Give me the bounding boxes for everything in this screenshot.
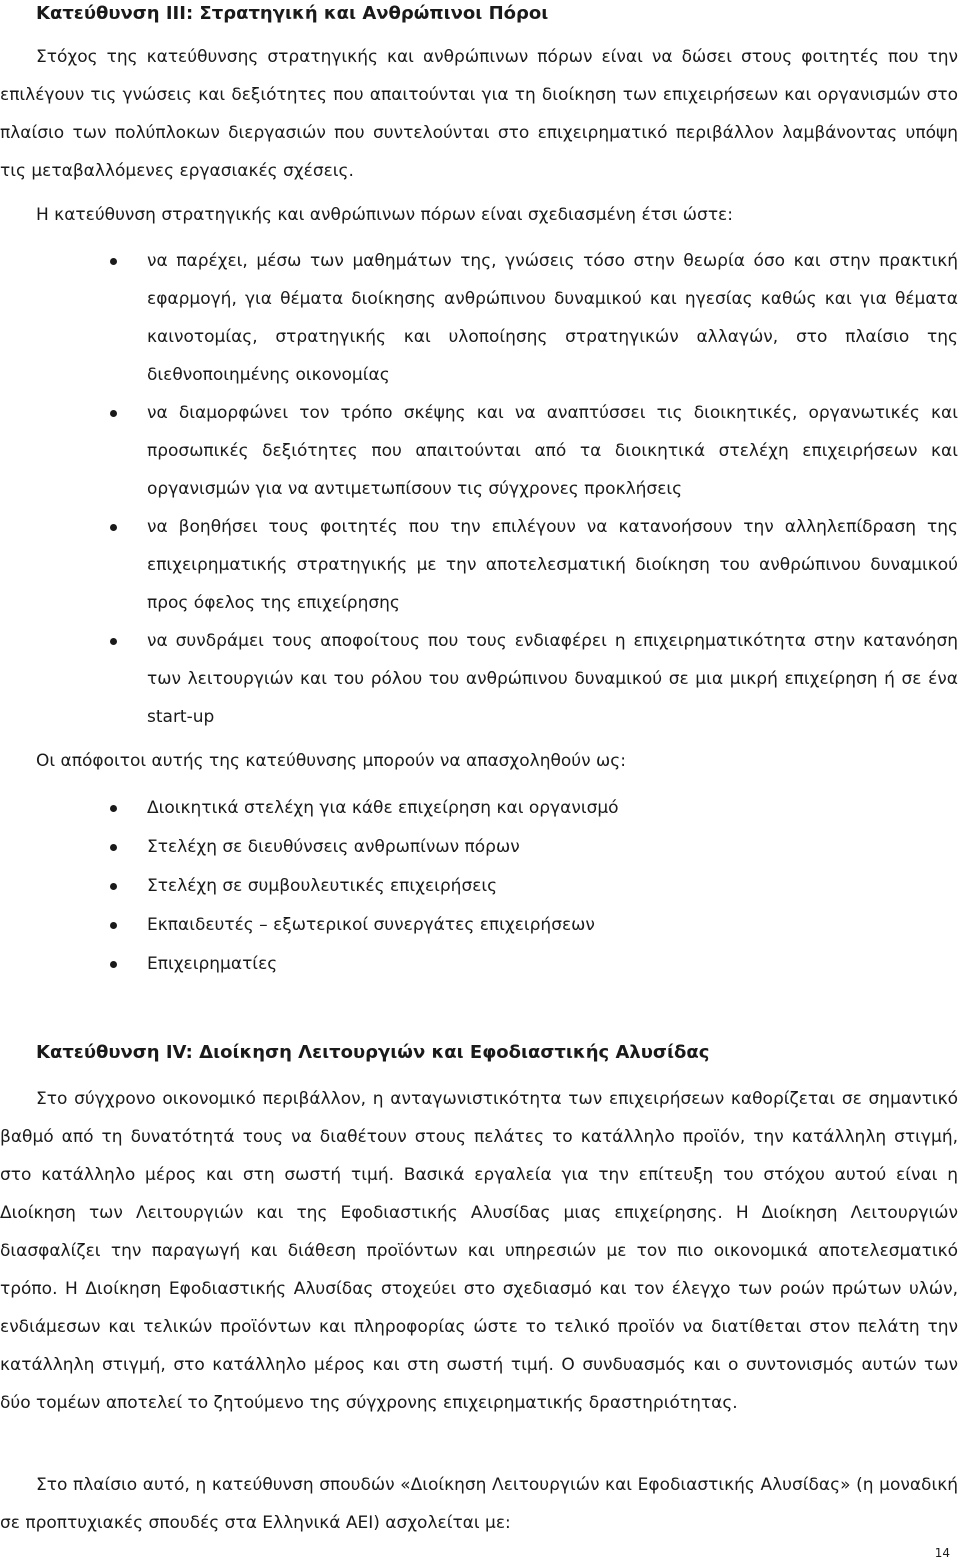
design-lead: Η κατεύθυνση στρατηγικής και ανθρώπινων πόρων είναι σχεδιασμένη έτσι ώστε: [36, 205, 733, 225]
list-item: να διαμορφώνει τον τρόπο σκέψης και να αναπτύσσει τις διοικητικές, οργανωτικές και προσωπικές δεξιότητες που απαιτούνται από τα διοικητικά στελέχη επιχειρήσεων και οργανισμών για να αντιμετωπίσουν τις σύγχρονες προκλήσεις [0, 394, 958, 508]
list-item: να παρέχει, μέσω των μαθημάτων της, γνώσεις τόσο στην θεωρία όσο και στην πρακτική εφαρμογή, για θέματα διοίκησης ανθρώπινου δυναμικού και ηγεσίας καθώς και για θέματα καινοτομίας, στρατηγικής και υλοποίησης στρατηγικών αλλαγών, στο πλαίσιο της διεθνοποιημένης οικονομίας [0, 242, 958, 394]
bullet-icon [110, 524, 117, 531]
section-3-title: Κατεύθυνση ΙΙΙ: Στρατηγική και Ανθρώπινοι Πόροι [36, 3, 549, 24]
careers-lead: Οι απόφοιτοι αυτής της κατεύθυνσης μπορούν να απασχοληθούν ως: [36, 751, 626, 771]
list-item: Εκπαιδευτές – εξωτερικοί συνεργάτες επιχειρήσεων [0, 906, 958, 945]
list-item: Επιχειρηματίες [0, 945, 958, 984]
bullet-icon [110, 258, 117, 265]
list-item: Διοικητικά στελέχη για κάθε επιχείρηση και οργανισμό [0, 789, 958, 828]
bullet-icon [110, 883, 117, 890]
section-4-para-1: Στο σύγχρονο οικονομικό περιβάλλον, η ανταγωνιστικότητα των επιχειρήσεων καθορίζεται σε σημαντικό βαθμό από τη δυνατότητά τους να διαθέτουν στους πελάτες το κατάλληλο προϊόν, την κατάλληλη στιγμή, στο κατάλληλο μέρος και στη σωστή τιμή. Βασικά εργαλεία για την επίτευξη του στόχου αυτού είναι η Διοίκηση των Λειτουργιών και της Εφοδιαστικής Αλυσίδας μιας επιχείρησης. Η Διοίκηση Λειτουργιών διασφαλίζει την παραγωγή και διάθεση προϊόντων και υπηρεσιών με τον πιο οικονομικά αποτελεσματικό τρόπο. Η Διοίκηση Εφοδιαστικής Αλυσίδας στοχεύει στο σχεδιασμό και τον έλεγχο των ροών πρώτων υλών, ενδιάμεσων και τελικών προϊόντων και πληροφορίας ώστε το τελικό προϊόν να διατίθεται στον πελάτη την κατάλληλη στιγμή, στο κατάλληλο μέρος και στη σωστή τιμή. Ο συνδυασμός και ο συντονισμός αυτών των δύο τομέων αποτελεί το ζητούμενο της σύγχρονης επιχειρηματικής δραστηριότητας. [0, 1089, 958, 1413]
goals-list [0, 242, 958, 736]
bullet-icon [110, 410, 117, 417]
page-number: 14 [934, 1546, 950, 1560]
list-item: Στελέχη σε διευθύνσεις ανθρωπίνων πόρων [0, 828, 958, 867]
section-4-para-2: Στο πλαίσιο αυτό, η κατεύθυνση σπουδών «Διοίκηση Λειτουργιών και Εφοδιαστικής Αλυσίδας» (η μοναδική σε προπτυχιακές σπουδές στα Ελληνικά ΑΕΙ) ασχολείται με: [0, 1475, 958, 1533]
list-item: να βοηθήσει τους φοιτητές που την επιλέγουν να κατανοήσουν την αλληλεπίδραση της επιχειρηματικής στρατηγικής με την αποτελεσματική διοίκηση του ανθρώπινου δυναμικού προς όφελος της επιχείρησης [0, 508, 958, 622]
list-item: να συνδράμει τους αποφοίτους που τους ενδιαφέρει η επιχειρηματικότητα στην κατανόηση των λειτουργιών και του ρόλου του ανθρώπινου δυναμικού σε μια μικρή επιχείρηση ή σε ένα start-up [0, 622, 958, 736]
bullet-icon [110, 922, 117, 929]
bullet-icon [110, 638, 117, 645]
section-3-intro: Στόχος της κατεύθυνσης στρατηγικής και ανθρώπινων πόρων είναι να δώσει στους φοιτητές που την επιλέγουν τις γνώσεις και δεξιότητες που απαιτούνται για τη διοίκηση των επιχειρήσεων και οργανισμών στο πλαίσιο των πολύπλοκων διεργασιών που συντελούνται στο επιχειρηματικό περιβάλλον λαμβάνοντας υπόψη τις μεταβαλλόμενες εργασιακές σχέσεις. [0, 47, 958, 181]
section-4-title: Κατεύθυνση IV: Διοίκηση Λειτουργιών και Εφοδιαστικής Αλυσίδας [36, 1042, 710, 1063]
list-item: Στελέχη σε συμβουλευτικές επιχειρήσεις [0, 867, 958, 906]
careers-list [0, 789, 958, 984]
bullet-icon [110, 844, 117, 851]
bullet-icon [110, 805, 117, 812]
bullet-icon [110, 961, 117, 968]
